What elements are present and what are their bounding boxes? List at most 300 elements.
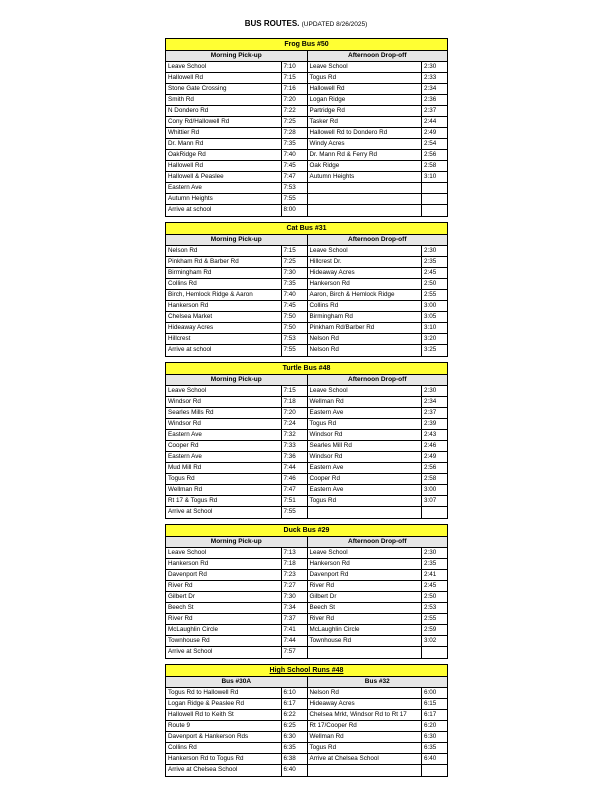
stop-time: 6:17 (421, 710, 447, 720)
table-row (166, 301, 307, 312)
route-table-title (166, 665, 447, 677)
stop-name: Hankerson Rd (309, 280, 350, 287)
stop-time: 7:36 (281, 452, 307, 462)
stop-name: Partridge Rd (309, 107, 345, 114)
stop-time: 7:41 (281, 625, 307, 635)
table-row (166, 441, 307, 452)
stop-time: 7:15 (281, 246, 307, 256)
route-table (165, 664, 448, 777)
table-row (308, 636, 448, 647)
table-row (308, 183, 448, 194)
stop-time: 7:20 (281, 95, 307, 105)
stop-time: 7:22 (281, 106, 307, 116)
route-table-title (166, 39, 447, 51)
stop-time: 7:55 (281, 507, 307, 518)
stop-time: 6:10 (281, 688, 307, 698)
stop-time: 2:36 (421, 95, 447, 105)
table-row (166, 268, 307, 279)
stop-time: 2:56 (421, 150, 447, 160)
table-row (166, 397, 307, 408)
table-row (308, 73, 448, 84)
stop-time: 6:35 (421, 743, 447, 753)
stop-name: River Rd (168, 615, 193, 622)
stop-time: 6:35 (281, 743, 307, 753)
table-row (166, 183, 307, 194)
stop-time: 7:50 (281, 323, 307, 333)
table-row (166, 139, 307, 150)
stop-time: 2:45 (421, 268, 447, 278)
table-row (166, 743, 307, 754)
table-row (308, 463, 448, 474)
stop-name: Birch, Hemlock Ridge & Aaron (168, 291, 253, 298)
stop-time: 2:44 (421, 117, 447, 127)
stop-time (421, 647, 447, 658)
stop-name: Togus Rd (309, 744, 337, 751)
table-row (166, 647, 307, 658)
table-row (166, 408, 307, 419)
stop-name: Davenport Rd (168, 571, 207, 578)
stop-name: Windsor Rd (309, 431, 343, 438)
table-row (308, 128, 448, 139)
stop-time: 2:54 (421, 139, 447, 149)
stop-time: 2:39 (421, 419, 447, 429)
table-row (308, 257, 448, 268)
afternoon-column (307, 235, 448, 356)
stop-time: 2:50 (421, 279, 447, 289)
stop-time: 7:34 (281, 603, 307, 613)
stop-name: Smith Rd (168, 96, 194, 103)
route-table-title (166, 363, 447, 375)
stop-time: 3:02 (421, 636, 447, 646)
column-header: Bus #32 (308, 677, 448, 688)
stop-time (421, 205, 447, 216)
stop-time: 6:15 (421, 699, 447, 709)
stop-name: Gilbert Dr (168, 593, 195, 600)
stop-name: Hankerson Rd (309, 560, 350, 567)
stop-time: 2:55 (421, 290, 447, 300)
table-row (166, 150, 307, 161)
table-row (308, 559, 448, 570)
table-row (166, 754, 307, 765)
table-row (166, 205, 307, 216)
stop-time: 7:47 (281, 172, 307, 182)
route-table-title (166, 223, 447, 235)
stop-name: Togus Rd (168, 475, 195, 482)
stop-time: 7:53 (281, 334, 307, 344)
stop-name: Leave School (309, 387, 348, 394)
stop-time: 2:41 (421, 570, 447, 580)
table-row (308, 732, 448, 743)
table-row (166, 614, 307, 625)
route-table (165, 38, 448, 217)
stop-name: Windsor Rd (309, 453, 343, 460)
column-header: Afternoon Drop-off (308, 51, 448, 62)
route-table-title (166, 525, 447, 537)
table-row (166, 625, 307, 636)
stop-name: Rt 17 & Togus Rd (168, 497, 218, 504)
table-row (166, 699, 307, 710)
table-row (166, 172, 307, 183)
stop-time: 7:28 (281, 128, 307, 138)
stop-time: 7:25 (281, 117, 307, 127)
table-row (308, 408, 448, 419)
stop-name: Gilbert Dr (309, 593, 337, 600)
table-row (308, 117, 448, 128)
stop-time: 2:37 (421, 106, 447, 116)
stop-name: Hillcrest (168, 335, 191, 342)
table-row (308, 647, 448, 658)
table-row (166, 548, 307, 559)
stop-time: 7:20 (281, 408, 307, 418)
stop-time: 7:18 (281, 397, 307, 407)
table-row (308, 95, 448, 106)
stop-name: Searles Mill Rd (309, 442, 352, 449)
stop-time: 2:37 (421, 408, 447, 418)
stop-name: Nelson Rd (168, 247, 198, 254)
table-row (166, 732, 307, 743)
table-row (308, 496, 448, 507)
stop-name: Hallowell Rd (168, 162, 203, 169)
stop-name: Pinkham Rd & Barber Rd (168, 258, 239, 265)
stop-time: 7:45 (281, 301, 307, 311)
table-row (308, 570, 448, 581)
table-row (166, 345, 307, 356)
table-row (308, 765, 448, 776)
stop-name: Tasker Rd (309, 118, 338, 125)
stop-time: 2:30 (421, 386, 447, 396)
stop-name: Dr. Mann Rd (168, 140, 204, 147)
stop-name: Searles Mills Rd (168, 409, 214, 416)
route-name: Frog Bus #50 (284, 41, 329, 48)
stop-time: 2:49 (421, 452, 447, 462)
stop-name: Chelsea Market (168, 313, 213, 320)
title-updated: (UPDATED 8/26/2025) (301, 21, 368, 28)
stop-time: 7:30 (281, 268, 307, 278)
stop-name (308, 205, 422, 216)
stop-time: 7:25 (281, 257, 307, 267)
table-row (308, 710, 448, 721)
table-row (308, 323, 448, 334)
stop-time: 3:10 (421, 323, 447, 333)
route-table (165, 524, 448, 659)
table-row (166, 559, 307, 570)
morning-column (166, 375, 307, 518)
table-row (166, 710, 307, 721)
route-name: Duck Bus #29 (283, 527, 330, 534)
route-name: High School Runs #48 (269, 667, 344, 674)
stop-time: 6:25 (281, 721, 307, 731)
stop-time: 3:20 (421, 334, 447, 344)
stop-time: 7:30 (281, 592, 307, 602)
table-row (166, 62, 307, 73)
stop-time: 3:00 (421, 485, 447, 495)
stop-name: McLaughlin Circle (168, 626, 219, 633)
stop-name: Togus Rd (309, 74, 337, 81)
stop-name: Beech St (309, 604, 336, 611)
stop-time: 2:30 (421, 548, 447, 558)
table-row (166, 452, 307, 463)
table-row (166, 84, 307, 95)
column-header: Afternoon Drop-off (308, 375, 448, 386)
stop-name: Collins Rd (309, 302, 339, 309)
column-header: Morning Pick-up (166, 537, 307, 548)
table-row (308, 84, 448, 95)
table-row (308, 268, 448, 279)
table-row (166, 312, 307, 323)
table-row (308, 699, 448, 710)
table-row (308, 205, 448, 216)
stop-time: 2:34 (421, 84, 447, 94)
stop-time: 3:00 (421, 301, 447, 311)
stop-name: Autumn Heights (309, 173, 355, 180)
table-row (308, 279, 448, 290)
table-row (166, 485, 307, 496)
stop-name: River Rd (309, 582, 334, 589)
stop-name: Hallowell Rd to Dondero Rd (309, 129, 388, 136)
table-row (166, 128, 307, 139)
route-name: Cat Bus #31 (286, 225, 327, 232)
stop-time: 7:15 (281, 386, 307, 396)
stop-name: Eastern Ave (309, 409, 344, 416)
table-row (308, 334, 448, 345)
stop-time: 2:30 (421, 62, 447, 72)
table-row (308, 485, 448, 496)
stop-time: 2:58 (421, 161, 447, 171)
stop-name: OakRidge Rd (168, 151, 206, 158)
stop-name: Leave School (168, 63, 207, 70)
morning-column (166, 235, 307, 356)
stop-name: Nelson Rd (309, 689, 339, 696)
stop-name: Collins Rd (168, 280, 197, 287)
stop-name (308, 765, 422, 776)
table-row (166, 386, 307, 397)
stop-name: Mud Mill Rd (168, 464, 202, 471)
morning-column (166, 677, 307, 776)
stop-time: 7:32 (281, 430, 307, 440)
table-row (308, 688, 448, 699)
stop-time: 2:55 (421, 614, 447, 624)
stop-name: N Dondero Rd (168, 107, 209, 114)
table-row (308, 172, 448, 183)
table-row (308, 290, 448, 301)
stop-name: Leave School (309, 247, 348, 254)
stop-name: Cooper Rd (309, 475, 340, 482)
stop-name: Hankerson Rd (168, 302, 209, 309)
stop-name: Eastern Ave (168, 453, 202, 460)
table-row (166, 507, 307, 518)
table-row (308, 419, 448, 430)
stop-name: River Rd (309, 615, 334, 622)
afternoon-column (307, 677, 448, 776)
stop-name: Logan Ridge & Peaslee Rd (168, 700, 244, 707)
route-table (165, 222, 448, 357)
stop-time: 7:33 (281, 441, 307, 451)
table-row (166, 73, 307, 84)
stop-name: Hallowell & Peaslee (168, 173, 224, 180)
stop-time: 3:25 (421, 345, 447, 356)
stop-time: 6:17 (281, 699, 307, 709)
stop-time: 7:47 (281, 485, 307, 495)
stop-name: River Rd (168, 582, 193, 589)
stop-time: 2:45 (421, 581, 447, 591)
stop-name: Dr. Mann Rd & Ferry Rd (309, 151, 378, 158)
table-row (166, 323, 307, 334)
stop-time (421, 194, 447, 204)
stop-name: Chelsea Mrkt, Windsor Rd to Rt 17 (309, 711, 407, 718)
table-row (308, 139, 448, 150)
stop-time: 8:00 (281, 205, 307, 216)
stop-time: 3:05 (421, 312, 447, 322)
stop-time: 3:07 (421, 496, 447, 506)
column-header: Morning Pick-up (166, 51, 307, 62)
stop-name: Arrive at Chelsea School (168, 766, 238, 773)
stop-name: Arrive at school (168, 346, 212, 353)
stop-time: 7:55 (281, 194, 307, 204)
table-row (308, 507, 448, 518)
table-row (166, 419, 307, 430)
stop-name: Nelson Rd (309, 335, 339, 342)
table-row (166, 194, 307, 205)
afternoon-column (307, 537, 448, 658)
stop-name: Togus Rd to Hallowell Rd (168, 689, 239, 696)
table-row (308, 625, 448, 636)
stop-time: 6:00 (421, 688, 447, 698)
stop-name (308, 647, 422, 658)
table-row (166, 117, 307, 128)
stop-name: Stone Gate Crossing (168, 85, 227, 92)
stop-name: McLaughlin Circle (309, 626, 360, 633)
stop-time: 7:53 (281, 183, 307, 193)
stop-name: Togus Rd (309, 420, 337, 427)
stop-time: 7:13 (281, 548, 307, 558)
table-row (308, 441, 448, 452)
stop-name (308, 507, 422, 518)
stop-name: Windsor Rd (168, 420, 201, 427)
stop-time: 2:30 (421, 246, 447, 256)
stop-name: Windsor Rd (168, 398, 201, 405)
table-row (308, 452, 448, 463)
table-row (166, 290, 307, 301)
column-header: Morning Pick-up (166, 235, 307, 246)
stop-time (421, 507, 447, 518)
table-row (166, 257, 307, 268)
table-row (308, 106, 448, 117)
stop-time: 7:10 (281, 62, 307, 72)
stop-name: Townhouse Rd (309, 637, 352, 644)
stop-time: 2:49 (421, 128, 447, 138)
stop-name: Birmingham Rd (309, 313, 353, 320)
stop-name: Eastern Ave (168, 184, 202, 191)
table-row (166, 161, 307, 172)
stop-time: 2:56 (421, 463, 447, 473)
stop-time: 7:57 (281, 647, 307, 658)
column-header: Afternoon Drop-off (308, 537, 448, 548)
stop-time (421, 765, 447, 776)
table-row (166, 765, 307, 776)
column-header: Morning Pick-up (166, 375, 307, 386)
stop-name: Arrive at Chelsea School (309, 755, 379, 762)
stop-name: Nelson Rd (309, 346, 339, 353)
stop-time: 3:10 (421, 172, 447, 182)
stop-time: 7:40 (281, 290, 307, 300)
stop-time: 7:15 (281, 73, 307, 83)
table-row (308, 150, 448, 161)
stop-time: 7:23 (281, 570, 307, 580)
table-row (166, 106, 307, 117)
table-row (308, 548, 448, 559)
stop-name: Wellman Rd (309, 733, 344, 740)
stop-name: Beech St (168, 604, 194, 611)
stop-time: 6:40 (281, 765, 307, 776)
table-row (308, 194, 448, 205)
stop-name (308, 183, 422, 193)
table-row (308, 386, 448, 397)
stop-time: 7:50 (281, 312, 307, 322)
morning-column (166, 51, 307, 216)
table-row (308, 721, 448, 732)
column-header: Bus #30A (166, 677, 307, 688)
stop-time: 7:51 (281, 496, 307, 506)
stop-name: Hillcrest Dr. (309, 258, 342, 265)
stop-name: Eastern Ave (309, 486, 344, 493)
table-row (308, 62, 448, 73)
stop-name: Hallowell Rd (309, 85, 345, 92)
stop-name: Arrive at School (168, 648, 213, 655)
stop-name: Autumn Heights (168, 195, 213, 202)
afternoon-column (307, 51, 448, 216)
column-header: Afternoon Drop-off (308, 235, 448, 246)
stop-time: 2:59 (421, 625, 447, 635)
table-row (308, 474, 448, 485)
stop-name: Route 9 (168, 722, 191, 729)
stop-name: Cony Rd/Hallowell Rd (168, 118, 230, 125)
stop-name: Hankerson Rd (168, 560, 209, 567)
stop-time: 7:16 (281, 84, 307, 94)
stop-name (308, 194, 422, 204)
stop-name: Eastern Ave (309, 464, 344, 471)
stop-time: 7:45 (281, 161, 307, 171)
stop-name: Cooper Rd (168, 442, 199, 449)
stop-name: Eastern Ave (168, 431, 202, 438)
stop-time: 7:55 (281, 345, 307, 356)
stop-name: Rt 17/Cooper Rd (309, 722, 357, 729)
afternoon-column (307, 375, 448, 518)
table-row (308, 397, 448, 408)
stop-time: 6:30 (281, 732, 307, 742)
stop-time: 2:53 (421, 603, 447, 613)
stop-time: 2:50 (421, 592, 447, 602)
stop-time: 6:40 (421, 754, 447, 764)
stop-time: 7:44 (281, 463, 307, 473)
table-row (166, 279, 307, 290)
table-row (166, 474, 307, 485)
table-row (308, 754, 448, 765)
table-row (166, 463, 307, 474)
table-row (166, 570, 307, 581)
stop-time: 7:27 (281, 581, 307, 591)
stop-time: 7:18 (281, 559, 307, 569)
table-row (166, 95, 307, 106)
stop-time: 2:33 (421, 73, 447, 83)
table-row (166, 581, 307, 592)
table-row (308, 743, 448, 754)
stop-time: 7:35 (281, 279, 307, 289)
route-table (165, 362, 448, 519)
stop-name: Davenport Rd (309, 571, 349, 578)
stop-time: 7:35 (281, 139, 307, 149)
stop-time: 7:46 (281, 474, 307, 484)
stop-time: 2:46 (421, 441, 447, 451)
